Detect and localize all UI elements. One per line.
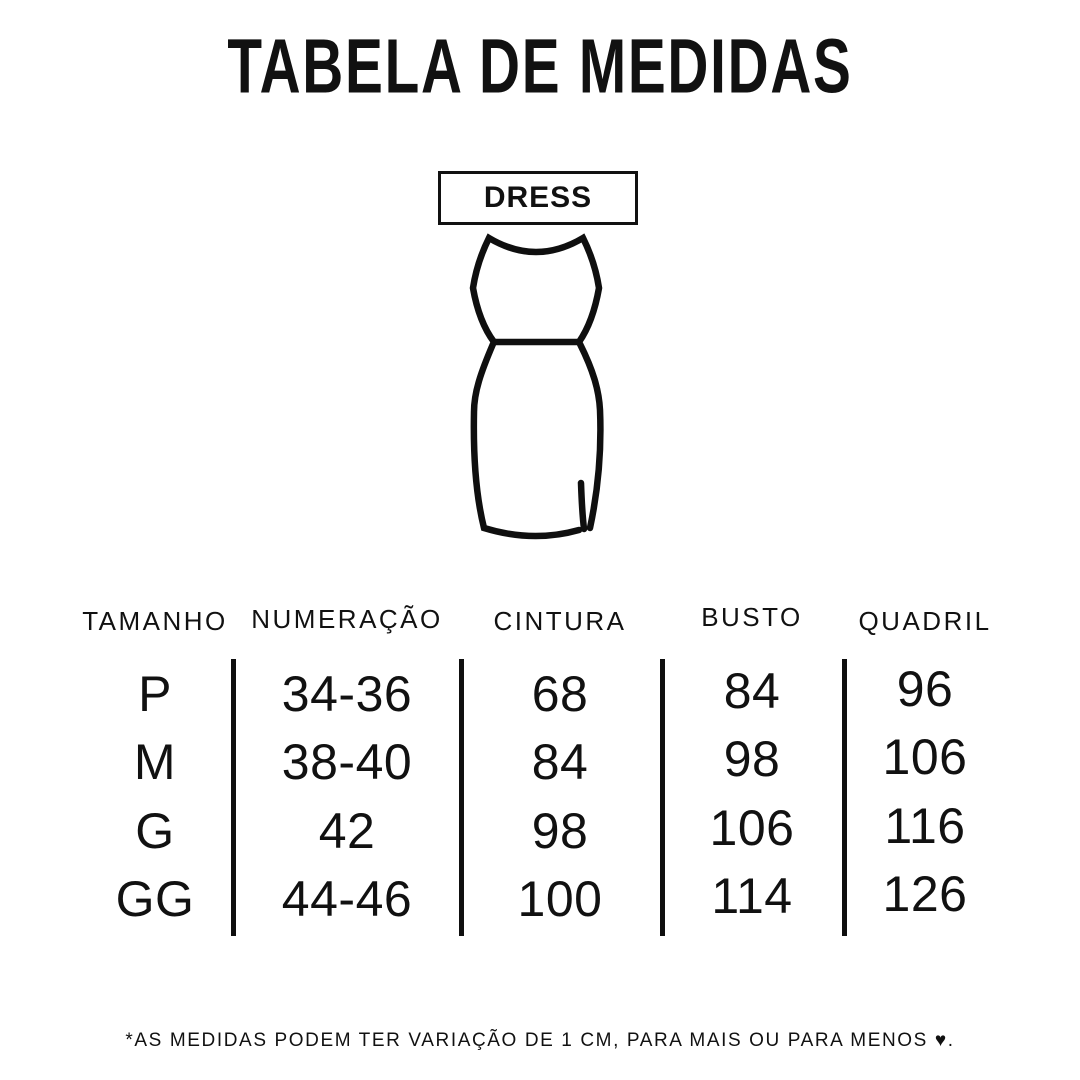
dress-bodice-outline bbox=[473, 238, 599, 342]
table-cell: 116 bbox=[884, 797, 966, 854]
size-row-label: M bbox=[133, 733, 177, 790]
dress-slit-line bbox=[581, 483, 584, 529]
column-header-tamanho: TAMANHO bbox=[82, 606, 228, 636]
dress-illustration bbox=[430, 225, 650, 555]
table-cell: 34-36 bbox=[281, 665, 413, 722]
table-cell: 106 bbox=[882, 728, 968, 785]
table-cell: 126 bbox=[882, 865, 968, 922]
table-cell: 100 bbox=[517, 870, 603, 927]
column-header-busto: BUSTO bbox=[701, 602, 803, 632]
garment-label-box bbox=[438, 171, 638, 225]
garment-label: DRESS bbox=[483, 181, 593, 214]
column-header-cintura: CINTURA bbox=[493, 606, 627, 636]
table-cell: 68 bbox=[531, 665, 589, 722]
table-cell: 84 bbox=[723, 662, 781, 719]
size-row-label: G bbox=[135, 802, 175, 859]
footnote: *AS MEDIDAS PODEM TER VARIAÇÃO DE 1 CM, PARA MAIS OU PARA MENOS ♥. bbox=[125, 1030, 955, 1051]
page-title: TABELA DE MEDIDAS bbox=[227, 22, 853, 109]
table-cell: 42 bbox=[318, 802, 376, 859]
table-cell: 98 bbox=[723, 730, 781, 787]
table-cell: 114 bbox=[711, 867, 793, 924]
table-cell: 96 bbox=[896, 660, 954, 717]
size-row-label: P bbox=[138, 665, 172, 722]
column-header-numeracao: NUMERAÇÃO bbox=[251, 604, 443, 634]
table-cell: 98 bbox=[531, 802, 589, 859]
dress-skirt-left-and-hem bbox=[474, 344, 579, 536]
size-row-label: GG bbox=[115, 870, 195, 927]
table-cell: 38-40 bbox=[281, 733, 413, 790]
table-cell: 84 bbox=[531, 733, 589, 790]
table-cell: 44-46 bbox=[281, 870, 413, 927]
column-header-quadril: QUADRIL bbox=[858, 606, 992, 636]
table-cell: 106 bbox=[709, 799, 795, 856]
